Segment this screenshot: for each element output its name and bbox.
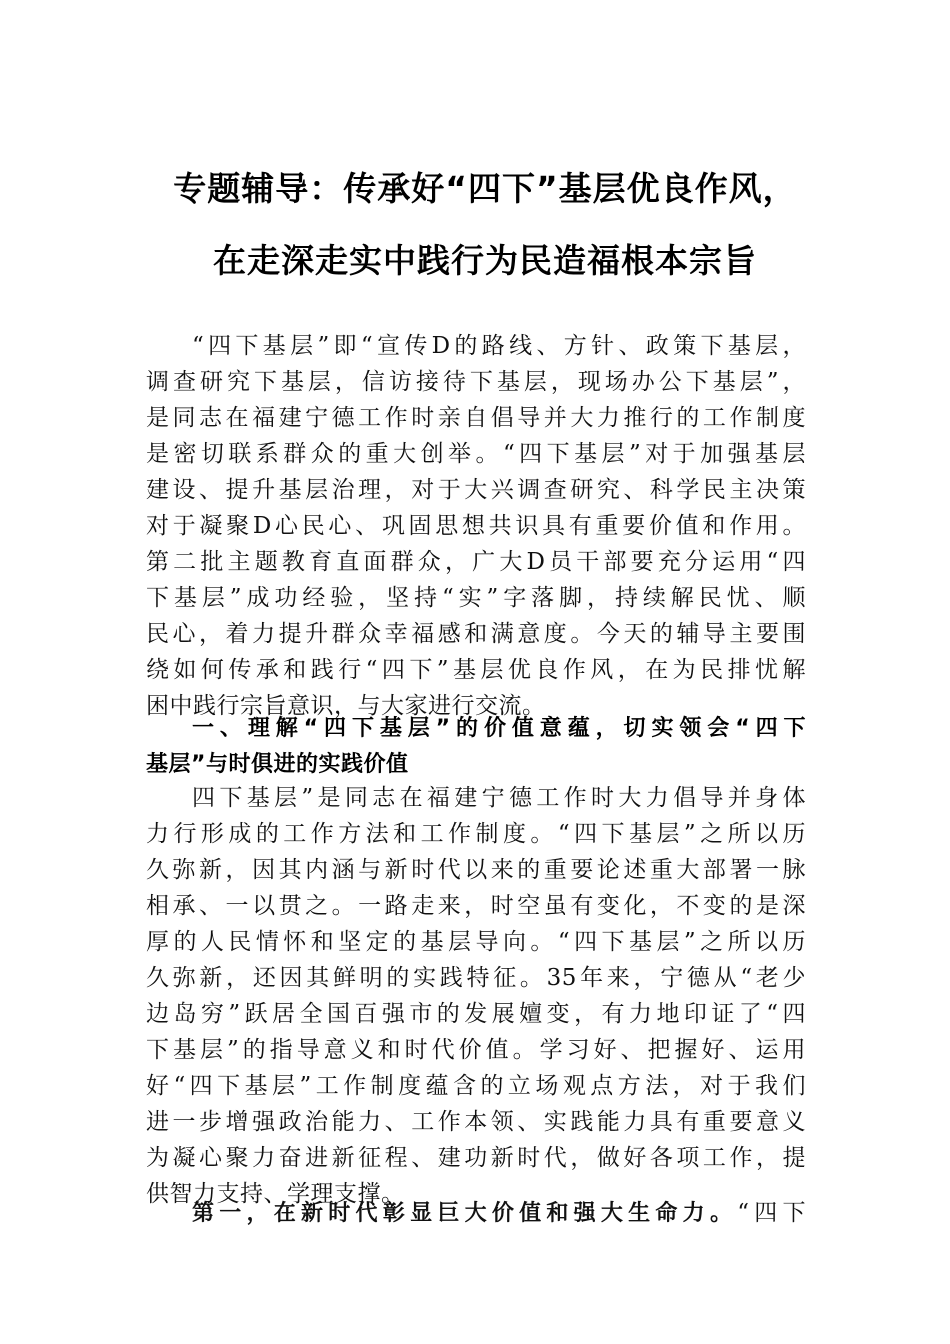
paragraph-line [146,1195,806,1231]
paragraph-line: 好“四下基层”工作制度蕴含的立场观点方法，对于我们 [146,1073,806,1099]
paragraph-line: 为凝心聚力奋进新征程、建功新时代，做好各项工作，提 [146,1145,806,1171]
paragraph-line: 四下基层”是同志在福建宁德工作时大力倡导并身体 [192,785,806,811]
paragraph-line: 第二批主题教育直面群众，广大D员干部要充分运用“四 [146,549,806,575]
paragraph-line: 绕如何传承和践行“四下”基层优良作风，在为民排忧解 [146,657,806,683]
paragraph-line: 久弥新，还因其鲜明的实践特征。35年来，宁德从“老少 [146,965,806,991]
paragraph-line: 调查研究下基层，信访接待下基层，现场办公下基层”， [146,369,806,395]
section-1-paragraph [146,780,806,1212]
paragraph-line: 对于凝聚D心民心、巩固思想共识具有重要价值和作用。 [146,513,806,539]
subsection-bold-lead: 第一，在新时代彰显巨大价值和强大生命力。 [192,1201,738,1226]
intro-paragraph [146,328,806,724]
heading-line: 基层”与时俱进的实践价值 [146,752,409,777]
paragraph-line: 是同志在福建宁德工作时亲自倡导并大力推行的工作制度 [146,405,806,431]
heading-line: 一、理解“四下基层”的价值意蕴，切实领会“四下 [192,716,806,741]
paragraph-line: 边岛穷”跃居全国百强市的发展嬗变，有力地印证了“四 [146,1001,806,1027]
paragraph-line: 进一步增强政治能力、工作本领、实践能力具有重要意义 [146,1109,806,1135]
section-heading-1 [146,711,806,783]
paragraph-continuation: “四下 [737,1200,806,1226]
paragraph-line: 久弥新，因其内涵与新时代以来的重要论述重大部署一脉 [146,857,806,883]
subsection-paragraph [146,1195,806,1231]
paragraph-line: 下基层”成功经验，坚持“实”字落脚，持续解民忧、顺 [146,585,806,611]
paragraph-line: 供智力支持、学理支撑。 [146,1181,405,1207]
paragraph-line: 建设、提升基层治理，对于大兴调查研究、科学民主决策 [146,477,806,503]
document-title-line-1: 专题辅导：传承好“四下”基层优良作风， [173,169,797,208]
paragraph-line: 厚的人民情怀和坚定的基层导向。“四下基层”之所以历 [146,929,806,955]
paragraph-line: 力行形成的工作方法和工作制度。“四下基层”之所以历 [146,821,806,847]
paragraph-line: 相承、一以贯之。一路走来，时空虽有变化，不变的是深 [146,893,806,919]
paragraph-line: 下基层”的指导意义和时代价值。学习好、把握好、运用 [146,1037,806,1063]
paragraph-line: “四下基层”即“宣传D的路线、方针、政策下基层， [192,333,806,359]
document-title-line-2: 在走深走实中践行为民造福根本宗旨 [213,241,757,280]
paragraph-line: 民心，着力提升群众幸福感和满意度。今天的辅导主要围 [146,621,806,647]
paragraph-line: 是密切联系群众的重大创举。“四下基层”对于加强基层 [146,441,806,467]
paragraph-line: 困中践行宗旨意识，与大家进行交流。 [146,693,546,719]
